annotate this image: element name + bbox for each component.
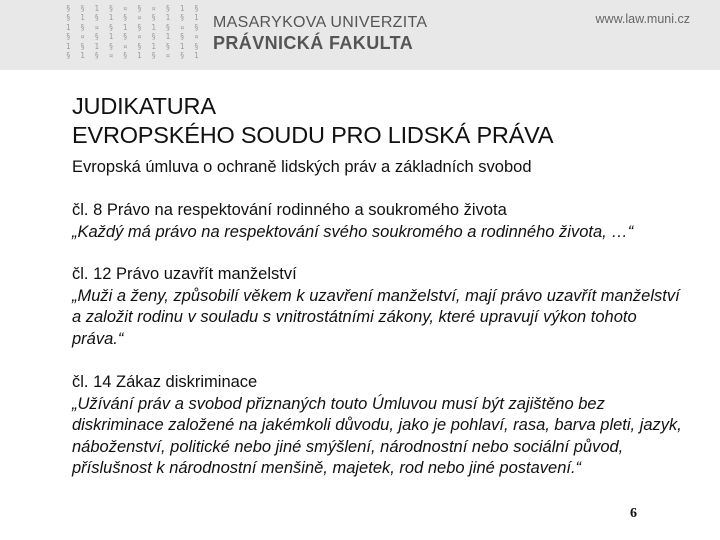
slide-subtitle: Evropská úmluva o ochraně lidských práv a základních svobod (72, 158, 532, 176)
page-number: 6 (630, 506, 637, 521)
article-quote: „Každý má právo na respektování svého soukromého a rodinného života, …“ (72, 222, 634, 241)
university-name: MASARYKOVA UNIVERZITA (213, 14, 428, 31)
slide-title-line-2: EVROPSKÉHO SOUDU PRO LIDSKÁ PRÁVA (72, 122, 554, 148)
article-quote: „Muži a ženy, způsobilí věkem k uzavření manželství, mají právo uzavřít manželství a založit rodinu v souladu s vnitrostátními zákony, které upravují výkon tohoto práva.“ (72, 286, 680, 348)
university-logo-pattern: § § 1 § ¤ § ¤ § 1 § § 1 § 1 § ¤ § 1 § 1 1 § ¤ § 1 § 1 § ¤ § § ¤ § 1 § ¤ § 1 § ¤ 1 § 1 § ¤ § 1 § 1 § § 1 § ¤ § 1 § ¤ § 1 (66, 4, 202, 61)
article-14 (72, 372, 692, 480)
article-heading: čl. 8 Právo na respektování rodinného a soukromého života (72, 201, 507, 219)
slide-title-line-1: JUDIKATURA (72, 93, 216, 119)
slide-title (72, 92, 692, 150)
article-heading: čl. 14 Zákaz diskriminace (72, 373, 258, 391)
article-12 (72, 264, 692, 350)
faculty-name: PRÁVNICKÁ FAKULTA (213, 33, 414, 53)
article-8 (72, 200, 692, 243)
article-quote: „Užívání práv a svobod přiznaných touto Úmluvou musí být zajištěno bez diskriminace založené na jakémkoli důvodu, jako je pohlaví, rasa, barva pleti, jazyk, náboženství, politické nebo jiné smýšlení, národnostní nebo sociální původ, příslušnost k národnostní menšině, majetek, rod nebo jiné postavení.“ (72, 394, 682, 477)
header-bar (0, 0, 720, 70)
site-url[interactable]: www.law.muni.cz (595, 12, 690, 26)
article-heading: čl. 12 Právo uzavřít manželství (72, 265, 297, 283)
